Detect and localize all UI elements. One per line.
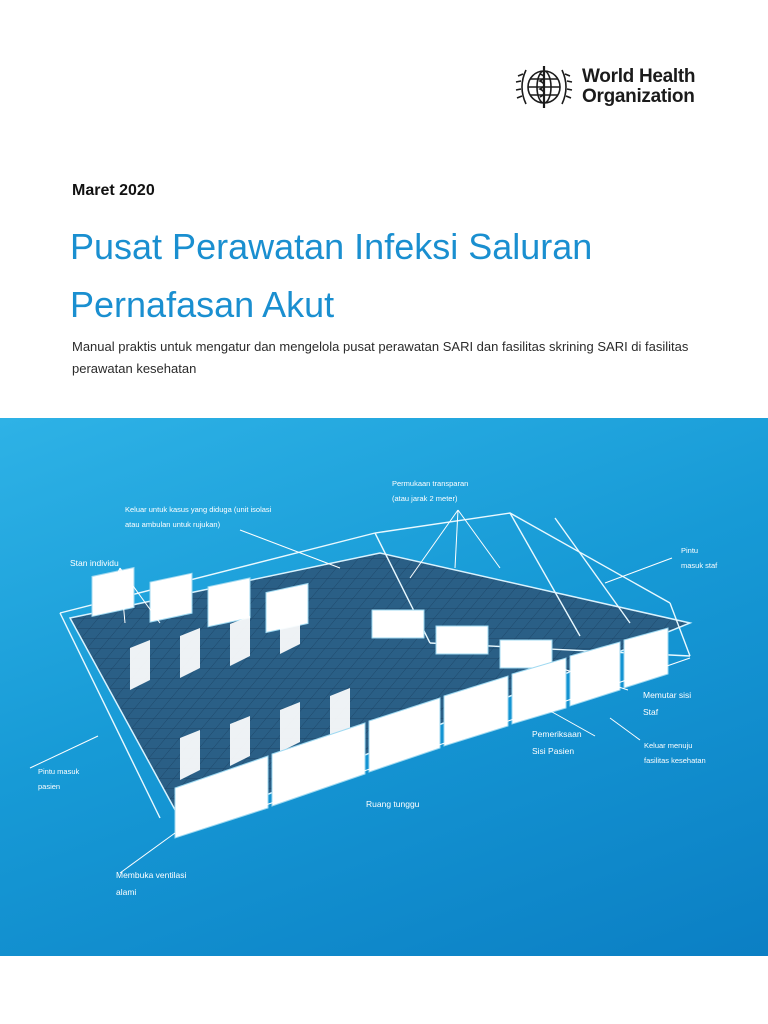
- screen-panel-2: [436, 626, 488, 654]
- document-subtitle: Manual praktis untuk mengatur dan mengelola pusat perawatan SARI dan fasilitas skrining SARI di fasilitas perawatan kesehatan: [72, 339, 689, 376]
- label-staff-rotation: Memutar sisi Staf: [643, 690, 692, 717]
- org-name: World Health Organization: [582, 66, 696, 107]
- facility-illustration: [0, 418, 768, 956]
- label-exit-facility: Keluar menuju fasilitas kesehatan: [644, 741, 706, 765]
- label-patient-exam: Pemeriksaan Sisi Pasien: [532, 729, 582, 756]
- publication-date: Maret 2020: [72, 182, 155, 199]
- screen-panel-3: [500, 640, 552, 668]
- label-staff-entrance: Pintu masuk staf: [681, 546, 718, 570]
- screen-panel-1: [372, 610, 424, 638]
- back-wall-1: [92, 568, 134, 617]
- who-logo: [512, 62, 695, 112]
- label-exit-suspected: Keluar untuk kasus yang diduga (unit isolasi atau ambulan untuk rujukan): [125, 505, 272, 529]
- label-patient-entrance: Pintu masuk pasien: [38, 767, 80, 791]
- who-emblem-icon: [512, 62, 576, 112]
- label-individual-stalls: Stan individu: [70, 558, 119, 568]
- label-natural-ventilation: Membuka ventilasi alami: [116, 870, 187, 897]
- document-title: Pusat Perawatan Infeksi Saluran Pernafasan Akut: [70, 226, 593, 325]
- label-waiting-room: Ruang tunggu: [366, 799, 420, 809]
- back-wall-2: [150, 573, 192, 622]
- label-transparent-surface: Permukaan transparan (atau jarak 2 meter): [392, 479, 469, 503]
